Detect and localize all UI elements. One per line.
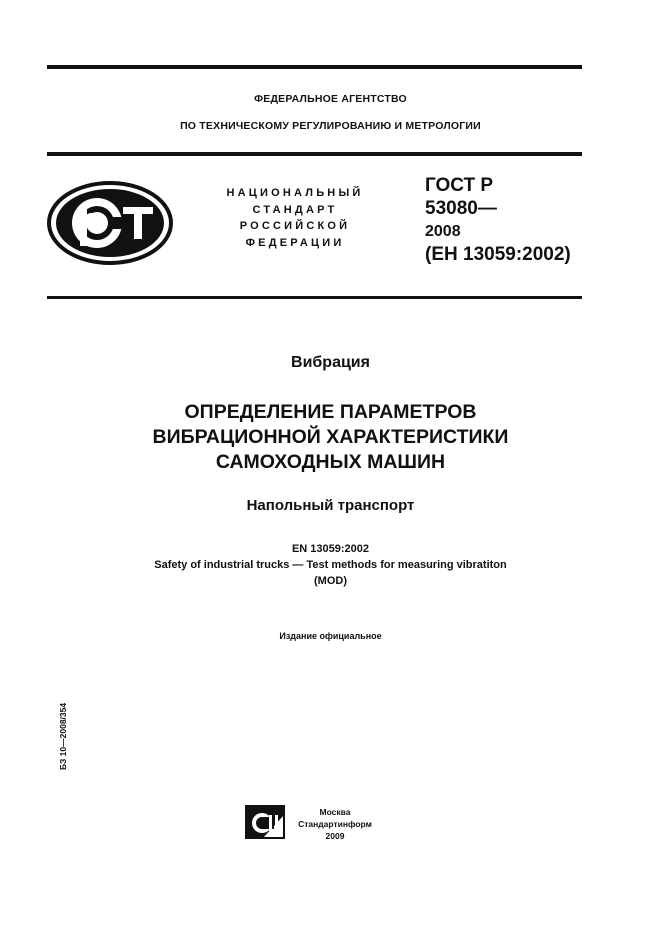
middle-rule <box>47 152 582 156</box>
en-standard-mod: (MOD) <box>314 575 347 587</box>
standartinform-logo-icon <box>245 805 285 839</box>
gost-year: 2008 <box>425 223 461 240</box>
gost-number-line: ГОСТ Р <box>425 175 494 196</box>
en-standard-title: Safety of industrial trucks — Test methods for measuring vibratiton <box>154 559 507 571</box>
publisher-city: Москва <box>319 807 351 817</box>
standard-label-line: СТАНДАРТ <box>252 203 338 216</box>
top-rule <box>47 65 582 69</box>
gost-r-logo-icon <box>47 181 173 265</box>
title-line: ОПРЕДЕЛЕНИЕ ПАРАМЕТРОВ <box>184 401 477 423</box>
title-line: САМОХОДНЫХ МАШИН <box>215 451 446 473</box>
en-standard-code: EN 13059:2002 <box>291 543 370 555</box>
side-code: БЗ 10—2008/354 <box>58 702 68 770</box>
standard-label-line: ФЕДЕРАЦИИ <box>245 236 345 249</box>
agency-line-1: ФЕДЕРАЛЬНОЕ АГЕНТСТВО <box>254 93 407 105</box>
document-title <box>0 400 661 475</box>
gost-number <box>425 174 571 266</box>
agency-line-2: ПО ТЕХНИЧЕСКОМУ РЕГУЛИРОВАНИЮ И МЕТРОЛОГИИ <box>180 120 481 132</box>
gost-number-line: 53080— <box>425 198 497 219</box>
publisher-block <box>290 806 380 842</box>
standard-label-line: РОССИЙСКОЙ <box>239 220 351 232</box>
gost-en-reference: (ЕН 13059:2002) <box>425 244 571 265</box>
publisher-name: Стандартинформ <box>298 819 372 829</box>
edition-label: Издание официальное <box>279 631 382 641</box>
title-line: ВИБРАЦИОННОЙ ХАРАКТЕРИСТИКИ <box>152 426 509 448</box>
standard-label-line: НАЦИОНАЛЬНЫЙ <box>226 187 364 199</box>
national-standard-label <box>200 185 390 251</box>
publisher-year: 2009 <box>325 831 345 841</box>
bottom-rule <box>47 296 582 299</box>
document-subtitle: Напольный транспорт <box>246 497 415 514</box>
document-topic: Вибрация <box>291 354 370 371</box>
